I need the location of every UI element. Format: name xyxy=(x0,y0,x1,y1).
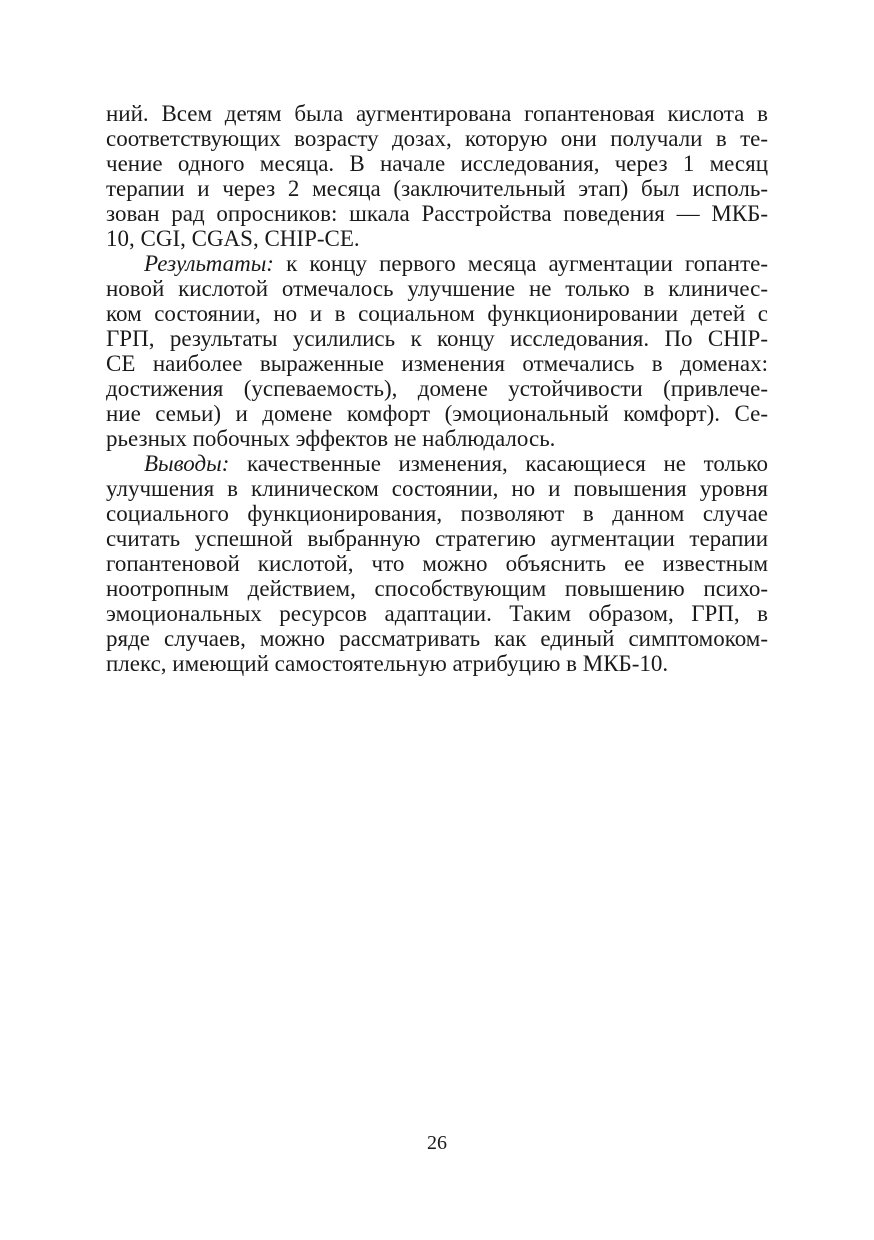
text-line: ние семьи) и домене комфорт (эмоциональный комфорт). Се- xyxy=(106,401,768,426)
text-line: ГРП, результаты усилились к концу исследования. По CHIP- xyxy=(106,326,768,351)
conclusions-label: Выводы: xyxy=(144,451,230,476)
text-line: гопантеновой кислотой, что можно объяснить ее известным xyxy=(106,551,768,576)
results-label: Результаты: xyxy=(144,251,274,276)
text-line: плекс, имеющий самостоятельную атрибуцию в МКБ-10. xyxy=(106,651,669,676)
text-line: социального функционирования, позволяют в данном случае xyxy=(106,501,768,526)
paragraph-conclusions xyxy=(106,451,768,676)
text-line: чение одного месяца. В начале исследования, через 1 месяц xyxy=(106,151,768,176)
paragraph-methods-continuation xyxy=(106,101,768,251)
text-line: CE наиболее выраженные изменения отмечались в доменах: xyxy=(106,351,768,376)
text-line: 10, CGI, CGAS, CHIP-CE. xyxy=(106,226,360,251)
page-number: 26 xyxy=(427,1132,447,1154)
text-line: эмоциональных ресурсов адаптации. Таким образом, ГРП, в xyxy=(106,601,768,626)
text-line: ноотропным действием, способствующим повышению психо- xyxy=(106,576,768,601)
text-line xyxy=(106,251,768,276)
text-line: новой кислотой отмечалось улучшение не только в клиничес- xyxy=(106,276,768,301)
text-line: считать успешной выбранную стратегию аугментации терапии xyxy=(106,526,768,551)
text-line: ряде случаев, можно рассматривать как единый симптомоком- xyxy=(106,626,768,651)
text-line: рьезных побочных эффектов не наблюдалось. xyxy=(106,426,556,451)
text-line: ний. Всем детям была аугментирована гопантеновая кислота в xyxy=(106,101,768,126)
text-line: ком состоянии, но и в социальном функционировании детей с xyxy=(106,301,768,326)
text-line: улучшения в клиническом состоянии, но и повышения уровня xyxy=(106,476,768,501)
results-first-line-text: к концу первого месяца аугментации гопанте- xyxy=(273,251,768,276)
text-line: терапии и через 2 месяца (заключительный этап) был исполь- xyxy=(106,176,768,201)
text-line: достижения (успеваемость), домене устойчивости (привлече- xyxy=(106,376,768,401)
paragraph-results xyxy=(106,251,768,451)
text-line: соответствующих возрасту дозах, которую они получали в те- xyxy=(106,126,768,151)
body-text xyxy=(106,101,768,676)
text-line xyxy=(106,451,768,476)
text-line: зован рад опросников: шкала Расстройства поведения — МКБ- xyxy=(106,201,768,226)
conclusions-first-line-text: качественные изменения, касающиеся не только xyxy=(229,451,768,476)
